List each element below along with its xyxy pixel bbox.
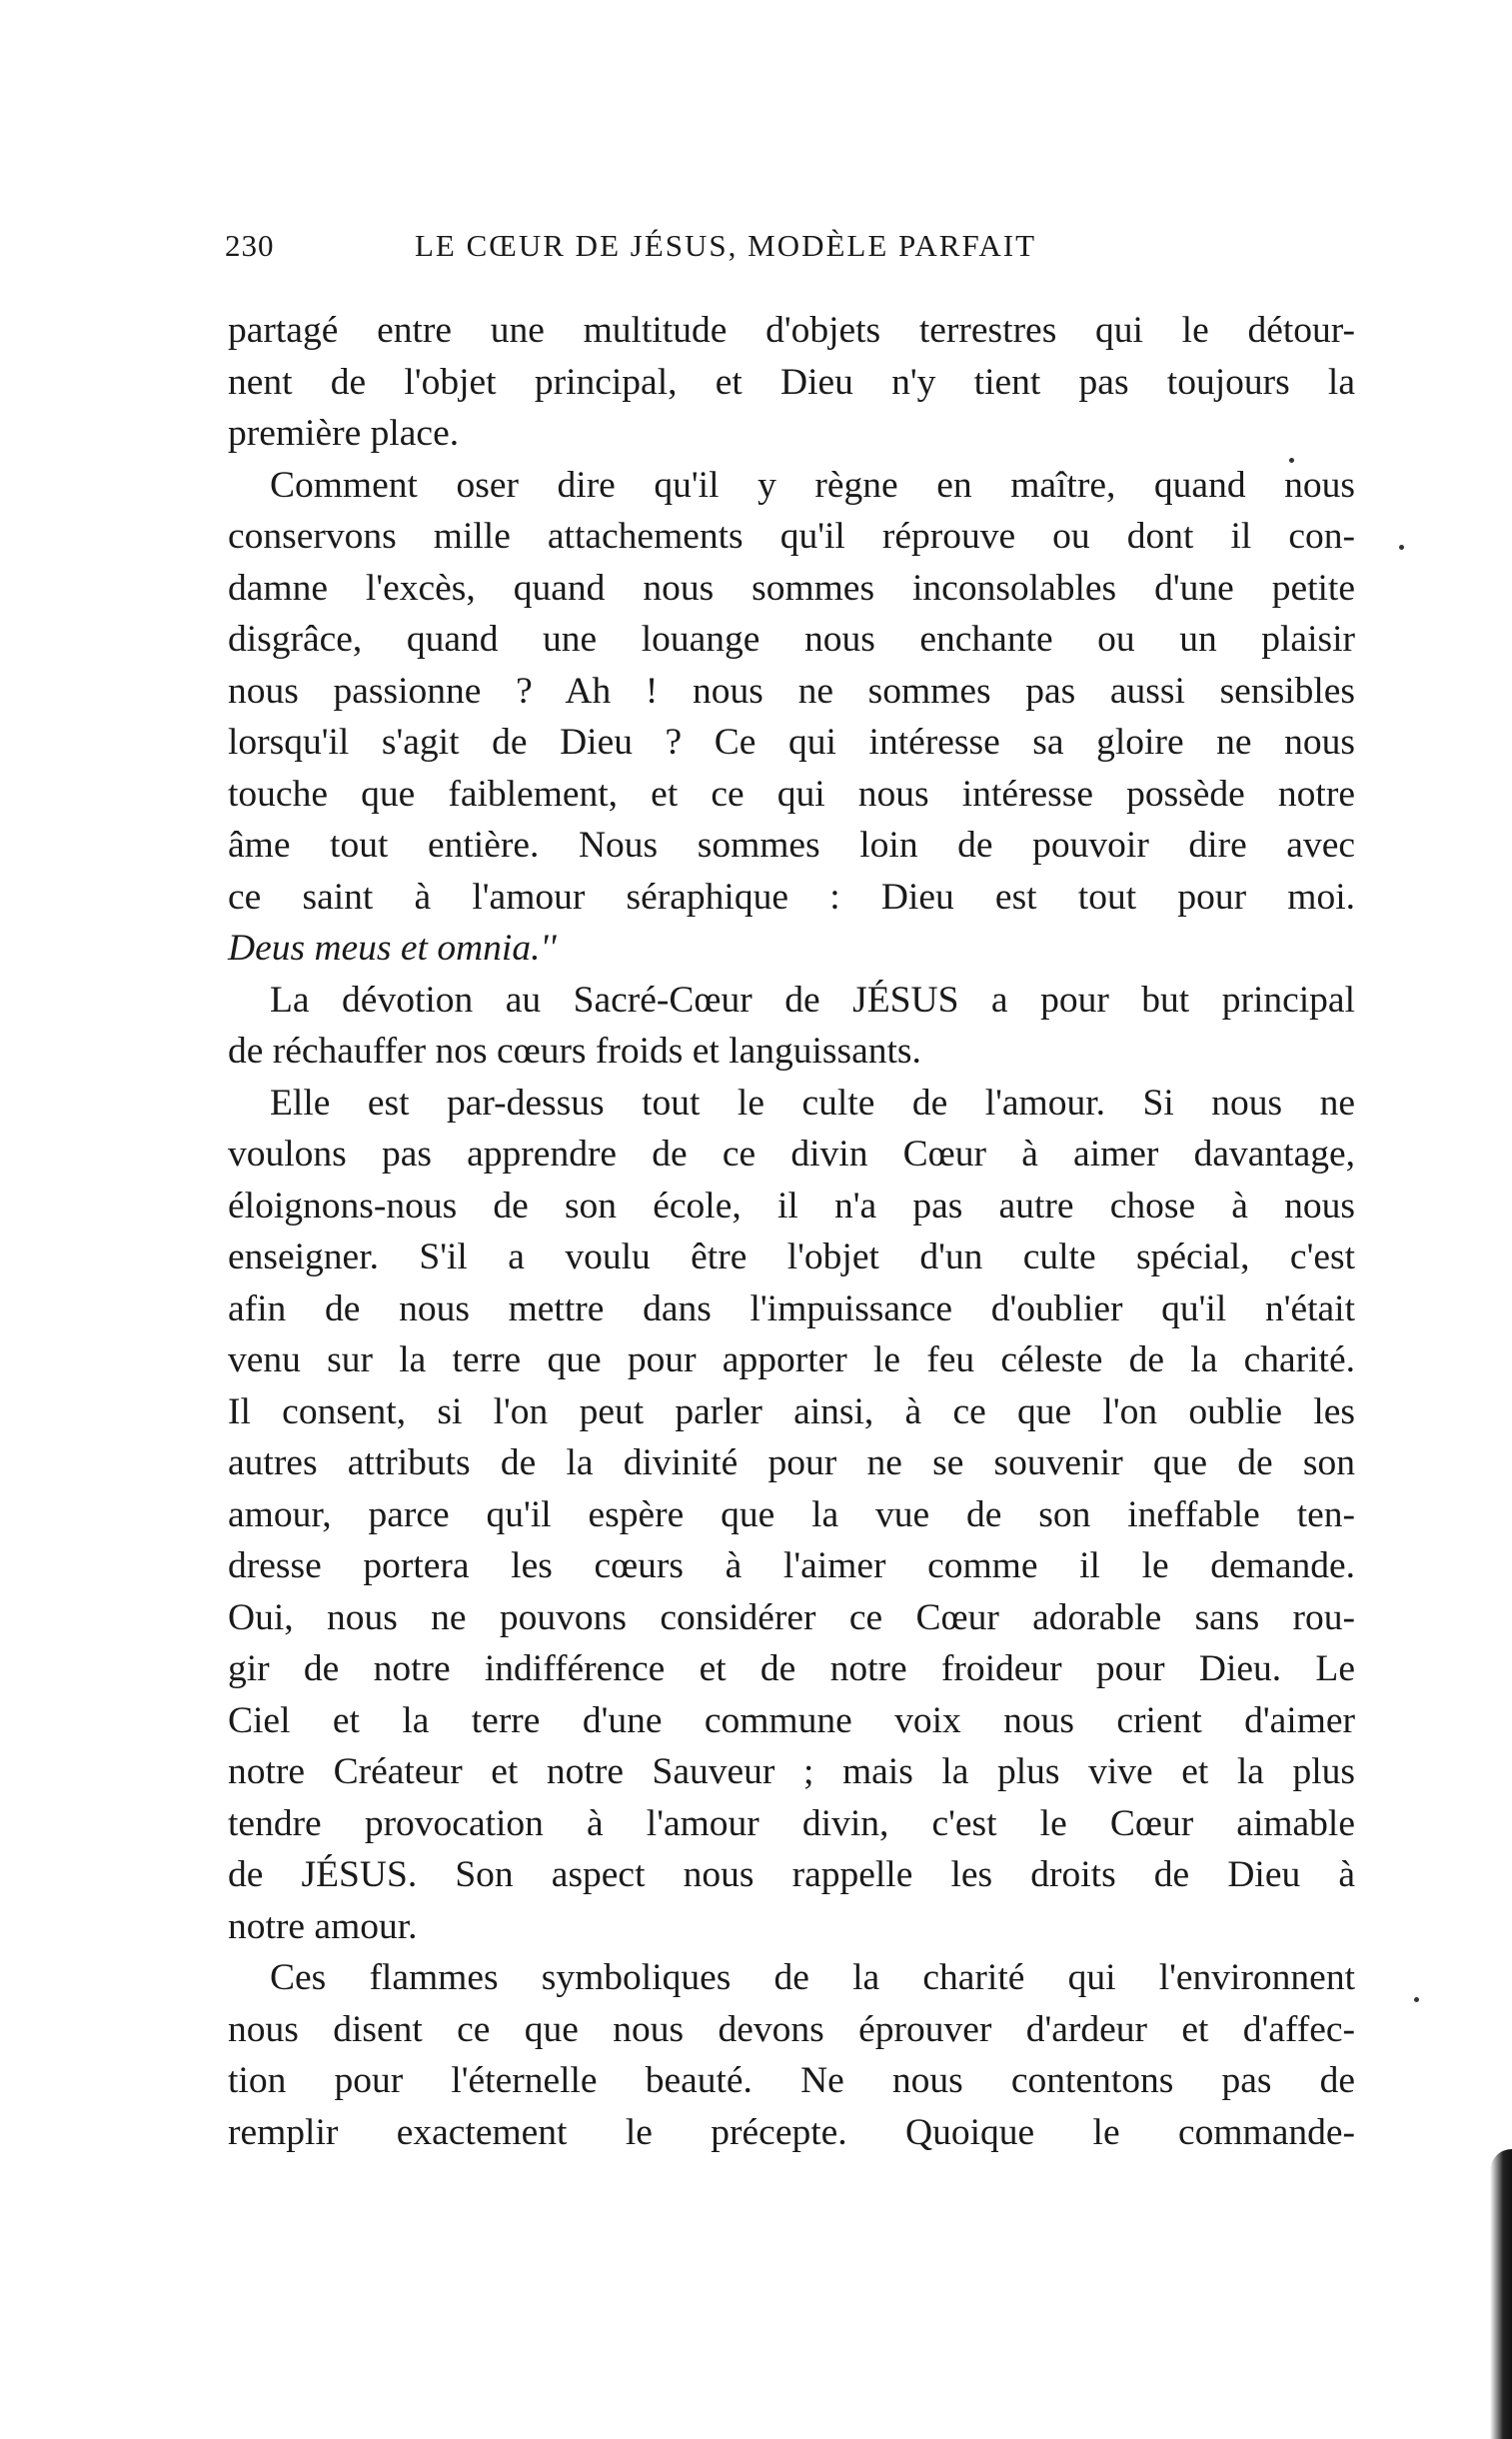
text-line: nent de l'objet principal, et Dieu n'y tient pas toujours la xyxy=(228,361,1355,403)
body-text xyxy=(228,305,1355,2158)
text-line: disgrâce, quand une louange nous enchante ou un plaisir xyxy=(228,619,1355,660)
text-line: damne l'excès, quand nous sommes inconsolables d'une petite xyxy=(228,567,1355,609)
text-line: Ces flammes symboliques de la charité qui l'environnent xyxy=(270,1957,1355,1998)
page-number: 230 xyxy=(225,228,275,263)
text-line: tendre provocation à l'amour divin, c'est le Cœur aimable xyxy=(228,1802,1355,1844)
text-line: remplir exactement le précepte. Quoique le commande- xyxy=(228,2111,1355,2153)
text-line: venu sur la terre que pour apporter le feu céleste de la charité. xyxy=(228,1339,1355,1380)
text-line: voulons pas apprendre de ce divin Cœur à aimer davantage, xyxy=(228,1134,1355,1175)
text-line: Ciel et la terre d'une commune voix nous crient d'aimer xyxy=(228,1699,1355,1741)
text-line: dresse portera les cœurs à l'aimer comme il le demande. xyxy=(228,1545,1355,1586)
text-line: éloignons-nous de son école, il n'a pas autre chose à nous xyxy=(228,1185,1355,1226)
running-head xyxy=(225,228,1229,278)
text-line: de JÉSUS. Son aspect nous rappelle les droits de Dieu à xyxy=(228,1854,1355,1895)
text-line: âme tout entière. Nous sommes loin de pouvoir dire avec xyxy=(228,825,1355,866)
text-line: Comment oser dire qu'il y règne en maître, quand nous xyxy=(270,464,1355,506)
text-line: autres attributs de la divinité pour ne se souvenir que de son xyxy=(228,1442,1355,1483)
text-line: enseigner. S'il a voulu être l'objet d'un culte spécial, c'est xyxy=(228,1236,1355,1277)
text-line: nous passionne ? Ah ! nous ne sommes pas aussi sensibles xyxy=(228,670,1355,712)
text-line: Il consent, si l'on peut parler ainsi, à ce que l'on oublie les xyxy=(228,1390,1355,1432)
text-line: notre amour. xyxy=(228,1905,418,1947)
text-line: notre Créateur et notre Sauveur ; mais la plus vive et la plus xyxy=(228,1751,1355,1792)
text-line: La dévotion au Sacré-Cœur de JÉSUS a pour but principal xyxy=(270,979,1355,1021)
text-line: Oui, nous ne pouvons considérer ce Cœur adorable sans rou- xyxy=(228,1596,1355,1638)
page-edge-shadow xyxy=(1490,2149,1512,2439)
text-line: partagé entre une multitude d'objets terrestres qui le détour- xyxy=(228,310,1355,351)
text-line: conservons mille attachements qu'il réprouve ou dont il con- xyxy=(228,516,1355,557)
text-line-italic: Deus meus et omnia.'' xyxy=(228,928,557,969)
text-line: ce saint à l'amour séraphique : Dieu est tout pour moi. xyxy=(228,876,1355,918)
text-line: tion pour l'éternelle beauté. Ne nous contentons pas de xyxy=(228,2060,1355,2101)
running-title: LE CŒUR DE JÉSUS, MODÈLE PARFAIT xyxy=(415,228,1037,263)
ink-speck xyxy=(1414,1997,1419,2002)
ink-speck xyxy=(1399,545,1404,550)
text-line: afin de nous mettre dans l'impuissance d'oublier qu'il n'était xyxy=(228,1287,1355,1329)
text-line: touche que faiblement, et ce qui nous intéresse possède notre xyxy=(228,773,1355,815)
text-line: Elle est par-dessus tout le culte de l'amour. Si nous ne xyxy=(270,1082,1355,1124)
text-line: lorsqu'il s'agit de Dieu ? Ce qui intéresse sa gloire ne nous xyxy=(228,722,1355,763)
text-line: nous disent ce que nous devons éprouver d'ardeur et d'affec- xyxy=(228,2008,1355,2050)
text-line: première place. xyxy=(228,413,460,454)
text-line: amour, parce qu'il espère que la vue de son ineffable ten- xyxy=(228,1493,1355,1535)
ink-speck xyxy=(1289,458,1294,463)
text-line: gir de notre indifférence et de notre froideur pour Dieu. Le xyxy=(228,1648,1355,1689)
text-line: de réchauffer nos cœurs froids et languissants. xyxy=(228,1031,921,1072)
